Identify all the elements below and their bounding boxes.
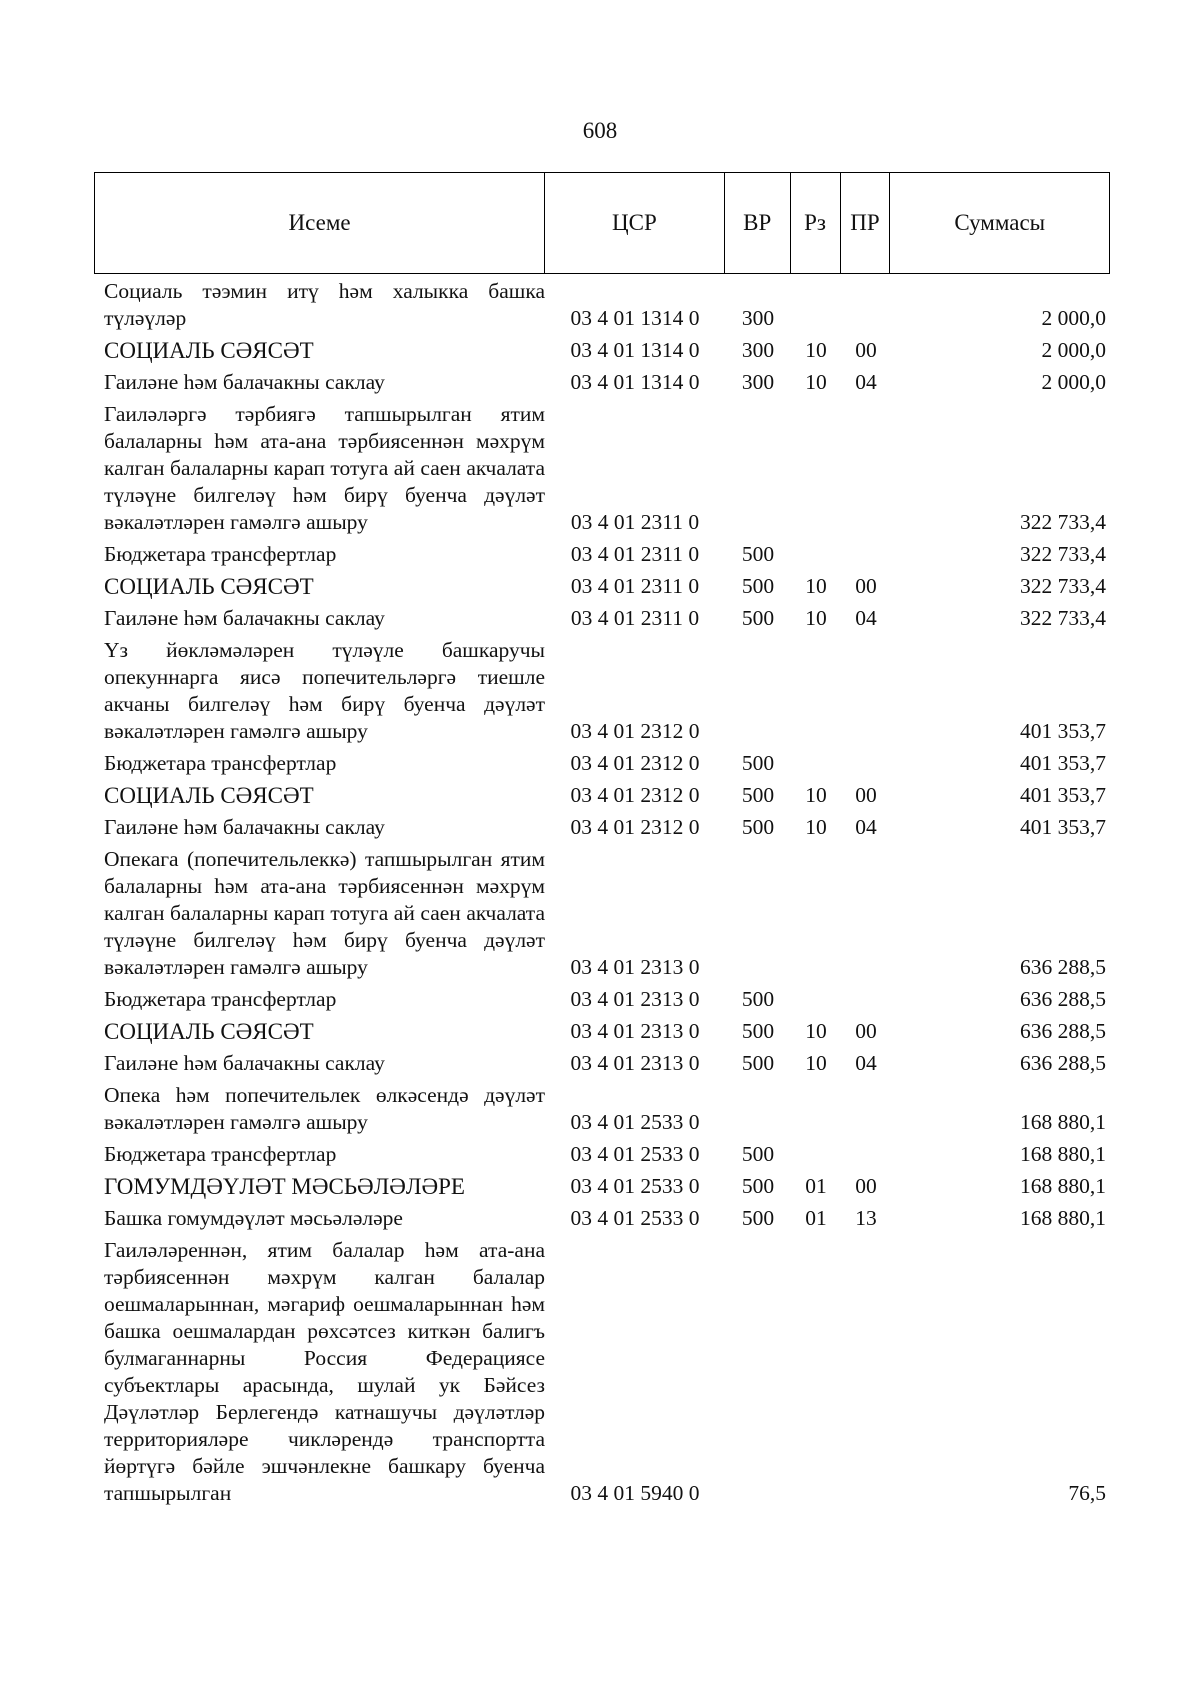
- cell-vr: 500: [741, 1019, 775, 1043]
- cell-pr: 04: [855, 815, 877, 839]
- cell-csr: 03 4 01 2533 0: [570, 1142, 700, 1166]
- table-row: [104, 750, 1110, 777]
- cell-sum: 401 353,7: [1020, 751, 1106, 775]
- cell-sum: 636 288,5: [1020, 955, 1106, 979]
- cell-vr: 500: [741, 1206, 775, 1230]
- table-row: [104, 986, 1110, 1013]
- table-row: [104, 846, 1110, 981]
- cell-sum: 322 733,4: [1020, 574, 1106, 598]
- table-body: [104, 278, 1110, 1512]
- cell-name: Опека һәм попечительлек өлкәсендә дәүләт вәкаләтләрен гамәлгә ашыру: [104, 1083, 545, 1134]
- table-row: [104, 573, 1110, 600]
- cell-csr: 03 4 01 1314 0: [570, 306, 700, 330]
- cell-rz: 10: [805, 1019, 827, 1043]
- cell-vr: 500: [741, 542, 775, 566]
- cell-csr: 03 4 01 2311 0: [570, 542, 700, 566]
- cell-name: СОЦИАЛЬ СӘЯСӘТ: [104, 574, 314, 599]
- cell-sum: 168 880,1: [1020, 1174, 1106, 1198]
- cell-name: Гаиләне һәм балачакны саклау: [104, 606, 385, 630]
- cell-sum: 322 733,4: [1020, 606, 1106, 630]
- cell-csr: 03 4 01 2313 0: [570, 987, 700, 1011]
- cell-csr: 03 4 01 2312 0: [570, 783, 700, 807]
- cell-vr: 500: [741, 1051, 775, 1075]
- cell-rz: 10: [805, 370, 827, 394]
- cell-name: Гаиләне һәм балачакны саклау: [104, 1051, 385, 1075]
- cell-vr: 500: [741, 574, 775, 598]
- table-row: [104, 278, 1110, 332]
- table-header: [94, 172, 1110, 274]
- table-row: [104, 1205, 1110, 1232]
- cell-sum: 168 880,1: [1020, 1206, 1106, 1230]
- cell-name: СОЦИАЛЬ СӘЯСӘТ: [104, 783, 314, 808]
- table-row: [104, 1018, 1110, 1045]
- cell-sum: 322 733,4: [1020, 510, 1106, 534]
- cell-vr: 300: [741, 370, 775, 394]
- header-pr: ПР: [841, 173, 891, 273]
- cell-pr: 00: [855, 783, 877, 807]
- cell-sum: 168 880,1: [1020, 1110, 1106, 1134]
- table-row: [104, 1141, 1110, 1168]
- cell-vr: 300: [741, 306, 775, 330]
- cell-rz: 10: [805, 574, 827, 598]
- cell-sum: 168 880,1: [1020, 1142, 1106, 1166]
- cell-sum: 322 733,4: [1020, 542, 1106, 566]
- cell-csr: 03 4 01 2311 0: [570, 574, 700, 598]
- table-row: [104, 541, 1110, 568]
- cell-rz: 10: [805, 338, 827, 362]
- cell-name: Үз йөкләмәләрен түләүле башкаручы опекуннарга яисә попечительләргә тиешле акчаны билгеләү һәм бирү буенча дәүләт вәкаләтләрен гамәлгә ашыру: [104, 638, 545, 743]
- cell-pr: 00: [855, 1174, 877, 1198]
- cell-name: Гаиләләреннән, ятим балалар һәм ата-ана тәрбиясеннән мәхрүм калган балалар оешмаларыннан, мәгариф оешмаларыннан һәм башка оешмалардан рөхсәтсез киткән балигъ булмаганнарны Россия Федерациясе субъектлары арасында, шулай ук Бәйсез Дәүләтләр Берлегендә катнашучы дәүләтләр территорияләре чикләрендә транспортта йөртүгә бәйле эшчәнлекне башкару буенча тапшырылган: [104, 1238, 545, 1505]
- cell-vr: 500: [741, 987, 775, 1011]
- cell-sum: 401 353,7: [1020, 783, 1106, 807]
- cell-csr: 03 4 01 2312 0: [570, 815, 700, 839]
- cell-rz: 01: [805, 1174, 827, 1198]
- cell-csr: 03 4 01 2311 0: [570, 510, 700, 534]
- cell-csr: 03 4 01 2533 0: [570, 1110, 700, 1134]
- cell-name: Бюджетара трансфертлар: [104, 1142, 337, 1166]
- cell-vr: 500: [741, 606, 775, 630]
- header-sum: Суммасы: [954, 210, 1046, 235]
- table-row: [104, 337, 1110, 364]
- table-row: [104, 637, 1110, 745]
- cell-csr: 03 4 01 2313 0: [570, 1019, 700, 1043]
- cell-name: СОЦИАЛЬ СӘЯСӘТ: [104, 1019, 314, 1044]
- cell-sum: 636 288,5: [1020, 987, 1106, 1011]
- cell-csr: 03 4 01 2311 0: [570, 606, 700, 630]
- cell-csr: 03 4 01 2313 0: [570, 955, 700, 979]
- table-row: [104, 401, 1110, 536]
- table-row: [104, 605, 1110, 632]
- cell-csr: 03 4 01 5940 0: [570, 1481, 700, 1505]
- cell-name: Бюджетара трансфертлар: [104, 542, 337, 566]
- header-rz: Рз: [791, 173, 841, 273]
- cell-vr: 300: [741, 338, 775, 362]
- cell-name: Опекага (попечительлеккә) тапшырылган ятим балаларны һәм ата-ана тәрбиясеннән мәхрүм калган балаларны карап тотуга ай саен акчалата түләүне билгеләү һәм бирү буенча дәүләт вәкаләтләрен гамәлгә ашыру: [104, 847, 545, 979]
- header-csr: ЦСР: [545, 173, 725, 273]
- cell-csr: 03 4 01 2533 0: [570, 1206, 700, 1230]
- cell-sum: 2 000,0: [1041, 370, 1106, 394]
- cell-name: ГОМУМДӘҮЛӘТ МӘСЬӘЛӘЛӘРЕ: [104, 1174, 465, 1199]
- cell-sum: 2 000,0: [1041, 306, 1106, 330]
- cell-pr: 13: [855, 1206, 877, 1230]
- cell-vr: 500: [741, 751, 775, 775]
- cell-name: Бюджетара трансфертлар: [104, 987, 337, 1011]
- cell-name: Гаиләләргә тәрбиягә тапшырылган ятим балаларны һәм ата-ана тәрбиясеннән мәхрүм калган балаларны карап тотуга ай саен акчалата түләүне билгеләү һәм бирү буенча дәүләт вәкаләтләрен гамәлгә ашыру: [104, 402, 545, 534]
- cell-csr: 03 4 01 1314 0: [570, 370, 700, 394]
- cell-name: Гаиләне һәм балачакны саклау: [104, 370, 385, 394]
- cell-pr: 04: [855, 1051, 877, 1075]
- table-row: [104, 369, 1110, 396]
- cell-pr: 00: [855, 574, 877, 598]
- header-vr: ВР: [725, 173, 791, 273]
- cell-vr: 500: [741, 815, 775, 839]
- cell-name: Башка гомумдәүләт мәсьәләләре: [104, 1206, 403, 1230]
- cell-rz: 10: [805, 606, 827, 630]
- cell-csr: 03 4 01 2313 0: [570, 1051, 700, 1075]
- cell-rz: 10: [805, 1051, 827, 1075]
- cell-rz: 01: [805, 1206, 827, 1230]
- cell-rz: 10: [805, 815, 827, 839]
- cell-vr: 500: [741, 1142, 775, 1166]
- cell-sum: 76,5: [1068, 1481, 1106, 1505]
- page-number: 608: [582, 118, 618, 143]
- table-row: [104, 814, 1110, 841]
- cell-sum: 2 000,0: [1041, 338, 1106, 362]
- table-row: [104, 1237, 1110, 1507]
- cell-vr: 500: [741, 1174, 775, 1198]
- cell-pr: 04: [855, 370, 877, 394]
- cell-csr: 03 4 01 2312 0: [570, 751, 700, 775]
- cell-csr: 03 4 01 2533 0: [570, 1174, 700, 1198]
- cell-vr: 500: [741, 783, 775, 807]
- cell-csr: 03 4 01 2312 0: [570, 719, 700, 743]
- cell-pr: 00: [855, 338, 877, 362]
- cell-name: Бюджетара трансфертлар: [104, 751, 337, 775]
- cell-csr: 03 4 01 1314 0: [570, 338, 700, 362]
- cell-name: Гаиләне һәм балачакны саклау: [104, 815, 385, 839]
- table-row: [104, 1082, 1110, 1136]
- cell-name: Социаль тәэмин итү һәм халыкка башка түләүләр: [104, 279, 545, 330]
- header-name: Исеме: [95, 173, 545, 273]
- cell-sum: 636 288,5: [1020, 1019, 1106, 1043]
- cell-rz: 10: [805, 783, 827, 807]
- cell-sum: 401 353,7: [1020, 815, 1106, 839]
- table-row: [104, 1050, 1110, 1077]
- table-row: [104, 782, 1110, 809]
- cell-pr: 04: [855, 606, 877, 630]
- table-row: [104, 1173, 1110, 1200]
- cell-name: СОЦИАЛЬ СӘЯСӘТ: [104, 338, 314, 363]
- cell-pr: 00: [855, 1019, 877, 1043]
- cell-sum: 636 288,5: [1020, 1051, 1106, 1075]
- cell-sum: 401 353,7: [1020, 719, 1106, 743]
